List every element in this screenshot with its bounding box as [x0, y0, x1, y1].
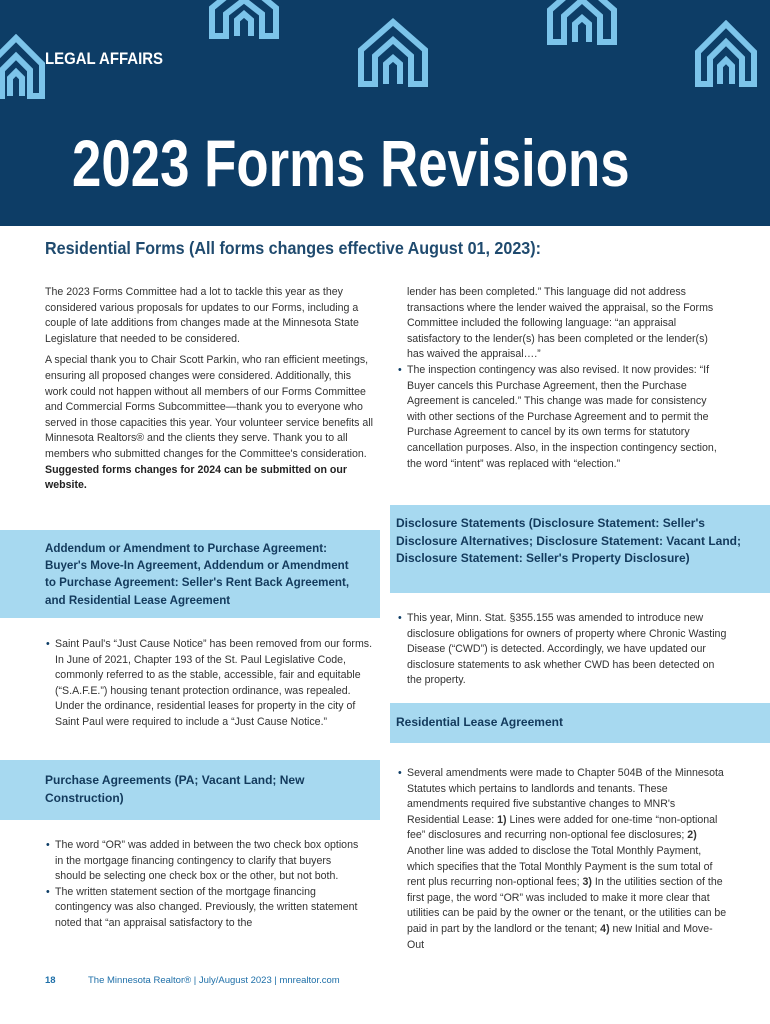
- lease-text-part: new Initial and Move-Out: [407, 922, 713, 951]
- footer-publication: The Minnesota Realtor® | July/August 2023 | mnrealtor.com: [88, 975, 340, 986]
- page-title: 2023 Forms Revisions: [72, 126, 630, 200]
- list-number: 4): [600, 922, 610, 935]
- lease-body: [397, 766, 727, 953]
- continued-text: lender has been completed.” This language did not address transactions where the lender waived the appraisal, so the Forms Committee included the following language: “an appraisal satisfactory to the lender(s) has been completed or the lender(s) has waived the appraisal….”: [407, 286, 714, 361]
- list-item: [397, 766, 727, 953]
- list-item: • The word “OR” was added in between the two check box options in the mortgage financing contingency to clarify that buyers should be selecting one check box or the other, but not both.: [45, 838, 365, 885]
- list-item: • This year, Minn. Stat. §355.155 was amended to introduce new disclosure obligations for owners of property where Chronic Wasting Disease (“CWD”) is detected. Accordingly, we have updated our disclosure statements to ask whether CWD has been detected on the property.: [397, 611, 727, 689]
- list-item: • The inspection contingency was also revised. It now provides: “If Buyer cancels this Purchase Agreement, then the Purchase Agreement is canceled.” This change was made for consistency with other sections of the Purchase Agreement and to permit the Purchase Agreement to cancel by its own terms for statutory cancellation purposes. Also, in the inspection contingency section, the word “intent” was replaced with “election.”: [397, 363, 727, 472]
- list-number: 3): [582, 876, 592, 889]
- lease-text-part: Several amendments were made to Chapter 504B of the Minnesota Statutes which pertains to landlords and tenants. These amendments required five substantive changes to MNR's Residential Lease:: [407, 767, 724, 826]
- house-outline-icon: [356, 18, 430, 90]
- page-number: 18: [45, 975, 56, 986]
- list-item: • The written statement section of the mortgage financing contingency was also changed. Previously, the written statement noted that “an appraisal satisfactory to the: [45, 885, 365, 932]
- house-outline-icon: [0, 34, 46, 100]
- intro-paragraph-1: The 2023 Forms Committee had a lot to tackle this year as they considered various proposals for updates to our Forms, including a couple of late additions from changes made at the Minnesota State Legislature that needed to be considered.: [45, 286, 359, 345]
- intro-text: [45, 285, 375, 500]
- lease-heading: Residential Lease Agreement: [396, 715, 563, 729]
- house-outline-icon: [545, 0, 619, 48]
- addendum-body: [45, 637, 375, 731]
- disclosure-heading-band: [390, 505, 770, 593]
- disclosure-body: [397, 611, 727, 689]
- residential-forms-heading: Residential Forms (All forms changes effective August 01, 2023):: [45, 238, 541, 258]
- lease-text-part: Lines were added for one-time “non-optional fee” disclosures and recurring non-optional fee disclosures;: [407, 813, 718, 842]
- purchase-heading-band: [0, 760, 380, 820]
- header-banner: [0, 0, 770, 226]
- addendum-heading: Addendum or Amendment to Purchase Agreement: Buyer's Move-In Agreement, Addendum or Amendment to Purchase Agreement: Seller's Rent Back Agreement, and Residential Lease Agreement: [45, 542, 350, 607]
- continued-body: [397, 285, 727, 472]
- section-label: LEGAL AFFAIRS: [45, 49, 164, 68]
- intro-bold-note: Suggested forms changes for 2024 can be submitted on our website.: [45, 463, 347, 492]
- list-item: • Saint Paul's “Just Cause Notice” has been removed from our forms. In June of 2021, Chapter 193 of the St. Paul Legislative Code, commonly referred to as the stable, accessible, fair and equitable (“S.A.F.E.”) housing tenant protection ordinance, was repealed. Under the ordinance, residential leases for property in the city of Saint Paul were required to include a “Just Cause Notice.”: [45, 637, 375, 731]
- lease-text-part: Another line was added to disclose the Total Monthly Payment, which specifies that the Total Monthly Payment is the sum total of rent plus recurring non-optional fees;: [407, 844, 713, 889]
- purchase-body: [45, 838, 365, 932]
- lease-text-part: In the utilities section of the first page, the word “OR” was included to make it more clear that utilities can be paid by the owner or the tenant, or the utilities can be paid in part by the landlord or the tenant;: [407, 876, 727, 935]
- house-outline-icon: [693, 20, 759, 90]
- disclosure-heading: Disclosure Statements (Disclosure Statement: Seller's Disclosure Alternatives; Disclosure Statement: Vacant Land; Disclosure Statement: Seller's Property Disclosure): [396, 516, 741, 565]
- list-number: 1): [497, 813, 507, 826]
- purchase-heading: Purchase Agreements (PA; Vacant Land; New Construction): [45, 773, 305, 805]
- house-outline-icon: [207, 0, 281, 42]
- lease-heading-band: [390, 703, 770, 743]
- list-number: 2): [687, 829, 697, 842]
- intro-paragraph-2: A special thank you to Chair Scott Parkin, who ran efficient meetings, ensuring all proposed changes were considered. Additionally, this work could not happen without all members of our Forms Committee and Commercial Forms Subcommittee—thank you to everyone who served in those capacities this year. Your volunteer service benefits all Minnesota Realtors® and the clients they serve. Thank you to all members who submitted changes for the Committee's consideration.: [45, 354, 374, 460]
- addendum-heading-band: [0, 530, 380, 618]
